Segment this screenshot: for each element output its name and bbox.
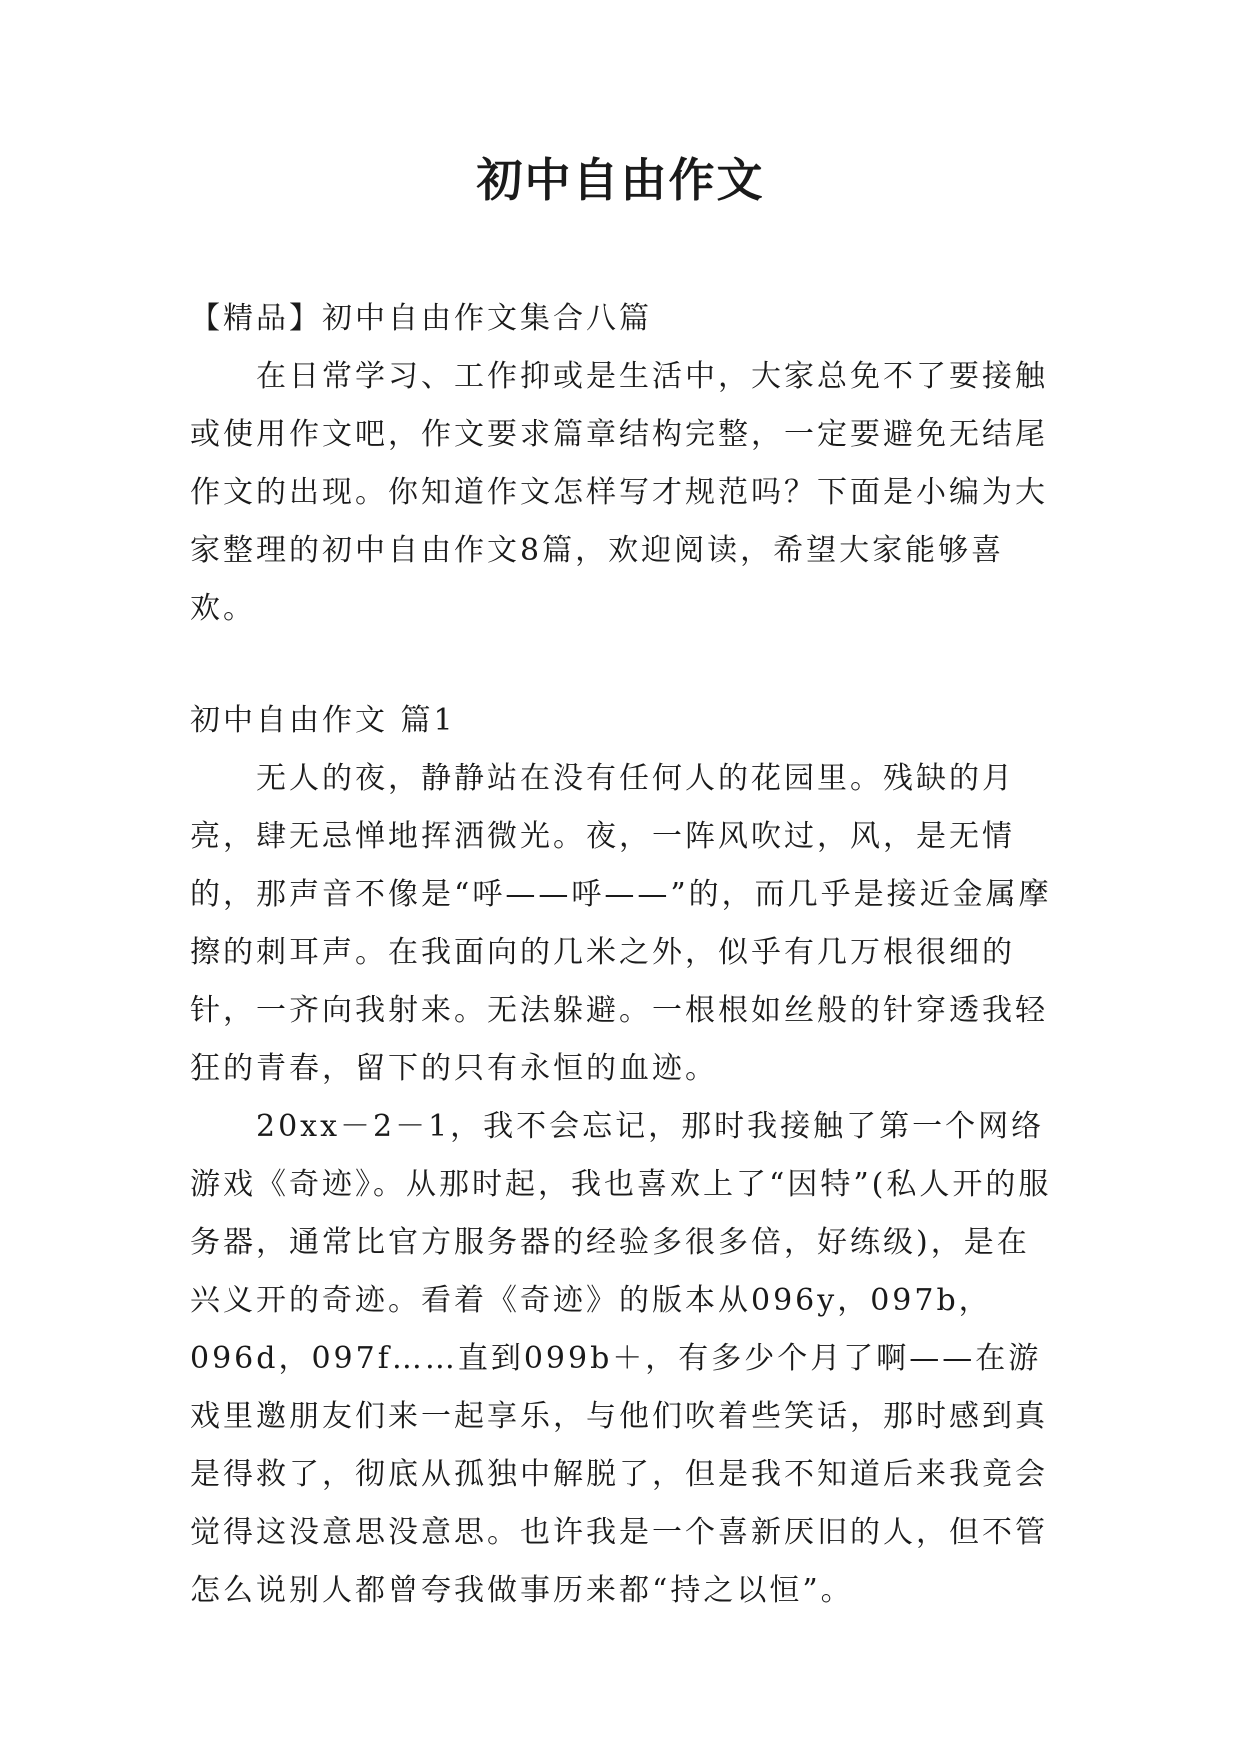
section-paragraph: 无人的夜，静静站在没有任何人的花园里。残缺的月亮，肆无忌惮地挥洒微光。夜，一阵风吹过，风，是无情的，那声音不像是“呼——呼——”的，而几乎是接近金属摩擦的刺耳声。在我面向的几米之外，似乎有几万根很细的针，一齐向我射来。无法躲避。一根根如丝般的针穿透我轻狂的青春，留下的只有永恒的血迹。: [190, 761, 1052, 1086]
section-paragraph: 20xx－2－1，我不会忘记，那时我接触了第一个网络游戏《奇迹》。从那时起，我也喜欢上了“因特”(私人开的服务器，通常比官方服务器的经验多很多倍，好练级)，是在兴义开的奇迹。看着《奇迹》的版本从096y，097b，096d，097f……直到099b＋，有多少个月了啊——在游戏里邀朋友们来一起享乐，与他们吹着些笑话，那时感到真是得救了，彻底从孤独中解脱了，但是我不知道后来我竟会觉得这没意思没意思。也许我是一个喜新厌旧的人，但不管怎么说别人都曾夸我做事历来都“持之以恒”。: [190, 1109, 1052, 1608]
document-title: 初中自由作文: [476, 153, 765, 207]
intro-paragraph: 在日常学习、工作抑或是生活中，大家总免不了要接触或使用作文吧，作文要求篇章结构完整，一定要避免无结尾作文的出现。你知道作文怎样写才规范吗？下面是小编为大家整理的初中自由作文8篇，欢迎阅读，希望大家能够喜欢。: [190, 359, 1048, 626]
document-body: [190, 290, 1060, 1620]
section-heading: 初中自由作文 篇1: [190, 703, 456, 738]
document-subtitle: 【精品】初中自由作文集合八篇: [190, 301, 652, 336]
